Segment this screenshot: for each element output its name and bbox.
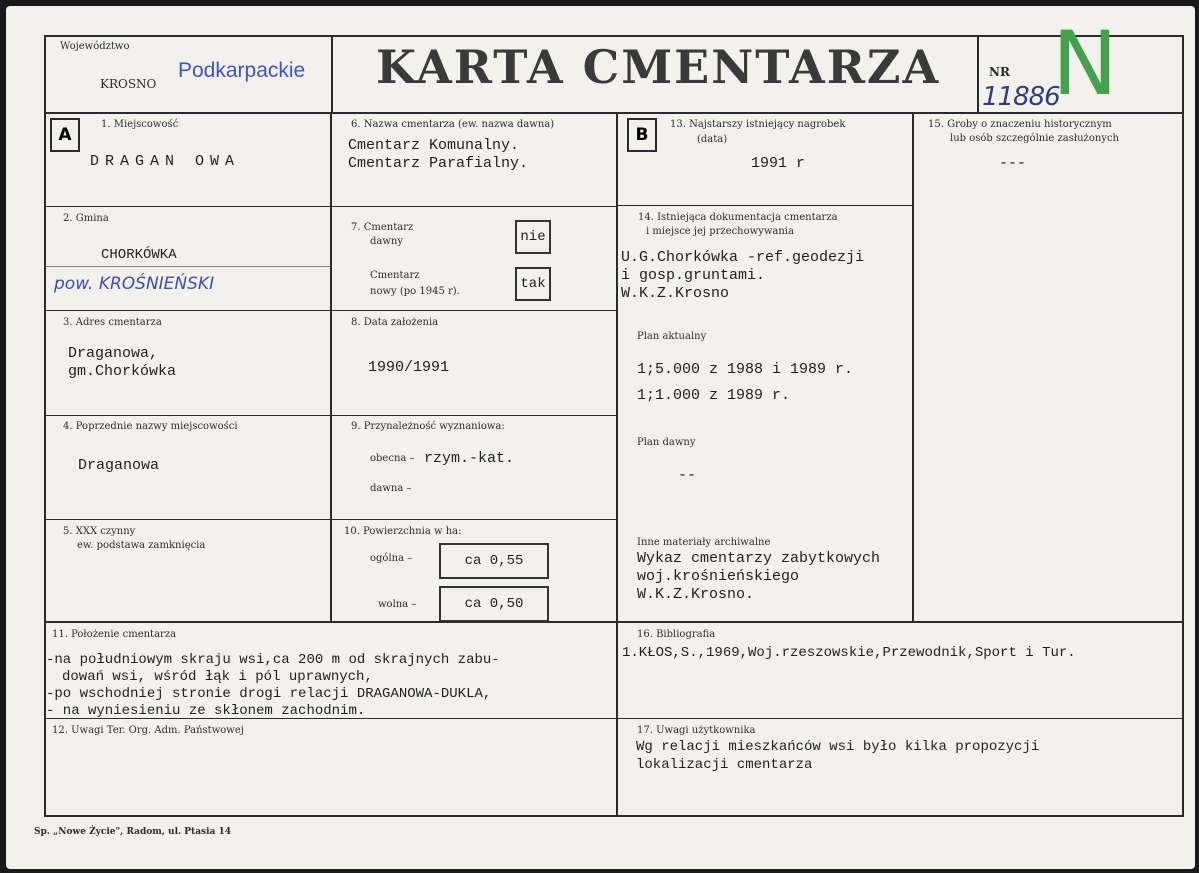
f11-line4: - na wyniesieniu ze skłonem zachodnim. bbox=[46, 703, 366, 719]
f7-new-checkbox: tak bbox=[515, 267, 551, 301]
f9-current-label: obecna – bbox=[370, 453, 415, 464]
plan-current-line2: 1;1.000 z 1989 r. bbox=[637, 387, 791, 404]
section-b-badge: B bbox=[627, 118, 657, 152]
f2-district: pow. KROŚNIEŃSKI bbox=[54, 274, 215, 294]
f17-label: 17. Uwagi użytkownika bbox=[637, 725, 756, 736]
f1-label: 1. Miejscowość bbox=[101, 119, 179, 130]
f14-line2: i gosp.gruntami. bbox=[621, 267, 766, 284]
f9-label: 9. Przynależność wyznaniowa: bbox=[351, 421, 505, 432]
plan-current-label: Plan aktualny bbox=[637, 331, 707, 342]
row-line-m4 bbox=[331, 519, 618, 520]
row-line-bottom-top bbox=[44, 621, 1184, 623]
f2-underline bbox=[46, 266, 330, 267]
f3-address-line1: Draganowa, bbox=[68, 345, 159, 362]
f11-label: 11. Położenie cmentarza bbox=[52, 629, 177, 640]
f7-old-label: dawny bbox=[370, 236, 404, 247]
f16-label: 16. Bibliografia bbox=[637, 629, 716, 640]
f15-value: --- bbox=[999, 155, 1027, 172]
f7-new-label-b: nowy (po 1945 r). bbox=[370, 286, 460, 297]
frame-top bbox=[44, 35, 1184, 37]
f4-label: 4. Poprzednie nazwy miejscowości bbox=[63, 421, 238, 432]
other-materials-line3: W.K.Z.Krosno. bbox=[637, 586, 755, 603]
nr-label: NR bbox=[989, 65, 1010, 79]
section-a-badge: A bbox=[50, 118, 80, 152]
f5-label-a: 5. XXX czynny bbox=[63, 526, 136, 537]
f13-label-b: (data) bbox=[697, 134, 728, 145]
f16-value: 1.KŁOS,S.,1969,Woj.rzeszowskie,Przewodnik,Sport i Tur. bbox=[622, 645, 1076, 661]
f15-label-b: lub osób szczególnie zasłużonych bbox=[950, 133, 1119, 144]
frame-right bbox=[1182, 35, 1184, 817]
row-line-m3 bbox=[331, 415, 618, 416]
f2-value: CHORKÓWKA bbox=[101, 247, 177, 263]
category-mark: N bbox=[1052, 12, 1118, 115]
f10-total-label: ogólna – bbox=[370, 553, 413, 564]
f13-value: 1991 r bbox=[751, 155, 806, 172]
f15-label-a: 15. Groby o znaczeniu historycznym bbox=[928, 119, 1112, 130]
f14-line3: W.K.Z.Krosno bbox=[621, 285, 730, 302]
wojewodztwo-label: Województwo bbox=[60, 41, 130, 52]
f17-line1: Wg relacji mieszkańców wsi było kilka propozycji bbox=[636, 739, 1040, 755]
other-materials-line2: woj.krośnieńskiego bbox=[637, 568, 800, 585]
f8-value: 1990/1991 bbox=[368, 359, 450, 376]
row-line-a2 bbox=[44, 310, 332, 311]
f11-line3: -po wschodniej stronie drogi relacji DRAGANOWA-DUKLA, bbox=[46, 686, 492, 702]
f10-total-value: ca 0,55 bbox=[439, 543, 549, 579]
header-divider-2 bbox=[977, 35, 979, 114]
f9-former-label: dawna – bbox=[370, 483, 412, 494]
f6-label: 6. Nazwa cmentarza (ew. nazwa dawna) bbox=[351, 119, 555, 130]
f11-line1: -na południowym skraju wsi,ca 200 m od skrajnych zabu- bbox=[46, 652, 500, 668]
f7-old-checkbox: nie bbox=[515, 220, 551, 254]
col-divider-ab bbox=[616, 112, 618, 816]
frame-bottom bbox=[44, 815, 1184, 817]
header-divider-1 bbox=[331, 35, 333, 114]
col-divider-a bbox=[330, 112, 332, 622]
f9-current-value: rzym.-kat. bbox=[424, 450, 515, 467]
f10-free-label: wolna – bbox=[378, 599, 417, 610]
f3-label: 3. Adres cmentarza bbox=[63, 317, 162, 328]
row-line-a4 bbox=[44, 519, 332, 520]
f11-line2: dowań wsi, wśród łąk i pól uprawnych, bbox=[62, 669, 373, 685]
row-line-m2 bbox=[331, 310, 618, 311]
f6-line2: Cmentarz Parafialny. bbox=[348, 155, 529, 172]
f3-address-line2: gm.Chorkówka bbox=[68, 363, 177, 380]
f14-line1: U.G.Chorkówka -ref.geodezji bbox=[621, 249, 865, 266]
f12-label: 12. Uwagi Ter. Org. Adm. Państwowej bbox=[52, 725, 244, 736]
f17-line2: lokalizacji cmentarza bbox=[636, 757, 813, 773]
row-line-m1 bbox=[331, 206, 618, 207]
other-materials-line1: Wykaz cmentarzy zabytkowych bbox=[637, 550, 881, 567]
f8-label: 8. Data założenia bbox=[351, 317, 439, 328]
card-title: KARTA CMENTARZA bbox=[376, 40, 941, 94]
f4-value: Draganowa bbox=[78, 457, 160, 474]
wojewodztwo-value: KROSNO bbox=[100, 77, 157, 91]
plan-old-label: Plan dawny bbox=[637, 437, 696, 448]
plan-old-value: -- bbox=[678, 467, 697, 484]
other-materials-label: Inne materiały archiwalne bbox=[637, 537, 771, 548]
row-line-a1 bbox=[44, 206, 332, 207]
f2-label: 2. Gmina bbox=[63, 213, 109, 224]
nr-value: 11886 bbox=[982, 82, 1060, 112]
row-line-b1 bbox=[617, 205, 913, 206]
f1-value: DRAGAN OWA bbox=[90, 153, 241, 170]
f5-label-b: ew. podstawa zamknięcia bbox=[77, 540, 206, 551]
plan-current-line1: 1;5.000 z 1988 i 1989 r. bbox=[637, 361, 854, 378]
f6-line1: Cmentarz Komunalny. bbox=[348, 137, 520, 154]
row-line-a3 bbox=[44, 415, 332, 416]
f13-label-a: 13. Najstarszy istniejący nagrobek bbox=[670, 119, 846, 130]
col-divider-b bbox=[912, 112, 914, 622]
f14-label-a: 14. Istniejąca dokumentacja cmentarza bbox=[638, 212, 838, 223]
cemetery-card bbox=[6, 6, 1195, 869]
f14-label-b: i miejsce jej przechowywania bbox=[646, 226, 794, 237]
f10-free-value: ca 0,50 bbox=[439, 586, 549, 622]
header-bottom-line bbox=[44, 112, 1184, 114]
f7-new-label-a: Cmentarz bbox=[370, 270, 420, 281]
wojewodztwo-stamp: Podkarpackie bbox=[178, 59, 306, 82]
printer-imprint: Sp. „Nowe Życie", Radom, ul. Ptasia 14 bbox=[34, 827, 232, 837]
f10-label: 10. Powierzchnia w ha: bbox=[344, 526, 462, 537]
f7-label: 7. Cmentarz bbox=[351, 222, 414, 233]
